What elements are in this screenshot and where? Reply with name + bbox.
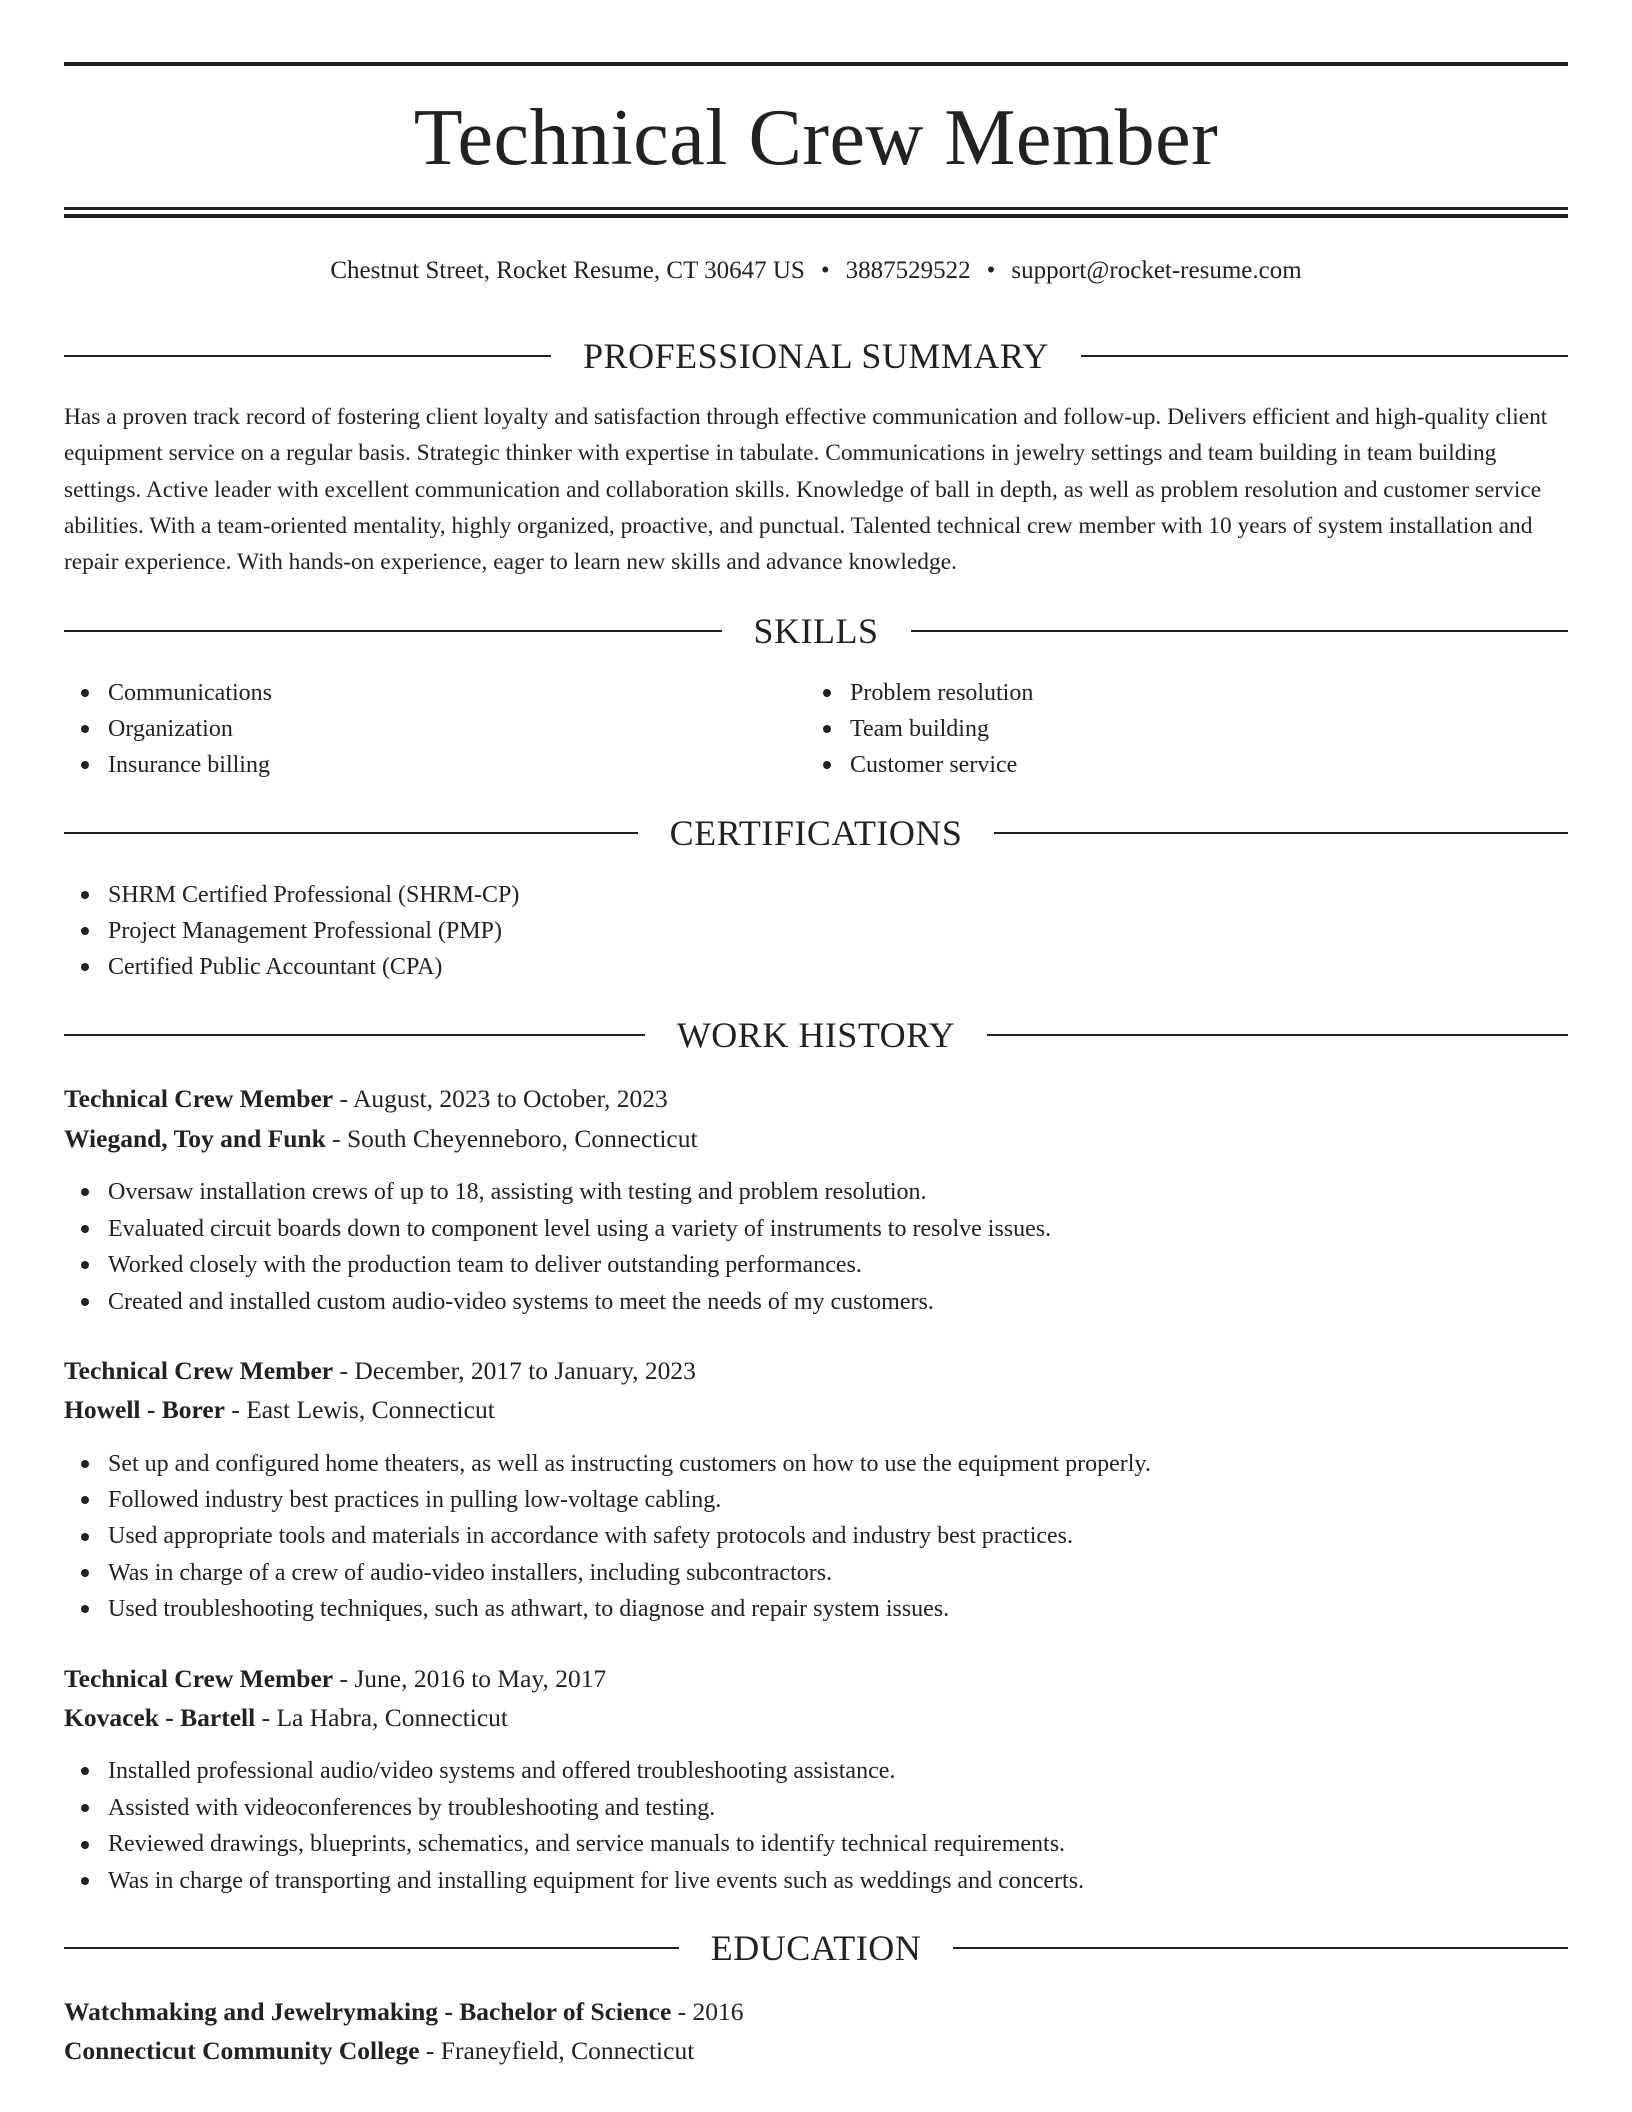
section-title: CERTIFICATIONS: [669, 813, 963, 853]
heading-rule: [1081, 355, 1568, 357]
education-degree: Watchmaking and Jewelrymaking - Bachelor of Science: [64, 1997, 672, 2026]
contact-phone: 3887529522: [845, 257, 971, 284]
education-location: - Franeyfield, Connecticut: [419, 2036, 695, 2065]
top-rule: [64, 62, 1568, 66]
certification-item: Certified Public Accountant (CPA): [64, 949, 1568, 985]
job-title-line: [64, 1080, 1568, 1118]
skill-item: Problem resolution: [806, 675, 1546, 711]
skill-item: Customer service: [806, 747, 1546, 783]
contact-email: support@rocket-resume.com: [1011, 257, 1302, 284]
section-title: WORK HISTORY: [676, 1015, 956, 1055]
heading-rule: [987, 1034, 1568, 1036]
job-bullet: Was in charge of transporting and installing equipment for live events such as weddings and concerts.: [64, 1863, 1568, 1900]
contact-separator: •: [820, 257, 830, 284]
summary-heading: [64, 334, 1568, 378]
heading-rule: [64, 1034, 645, 1036]
job-bullets: [64, 1446, 1568, 1627]
job-company-line: [64, 1699, 1568, 1737]
resume-title: Technical Crew Member: [413, 94, 1219, 182]
skills-heading: [64, 609, 1568, 653]
skills-list-left: [64, 675, 804, 783]
heading-rule: [994, 832, 1568, 834]
education-school: Connecticut Community College: [64, 2036, 420, 2065]
job-bullet: Used troubleshooting techniques, such as athwart, to diagnose and repair system issues.: [64, 1591, 1568, 1627]
education-school-line: [64, 2032, 1568, 2070]
heading-rule: [911, 630, 1569, 632]
job-dates: - June, 2016 to May, 2017: [333, 1664, 607, 1693]
certifications-list: [64, 877, 1568, 985]
job-company: Wiegand, Toy and Funk: [64, 1124, 326, 1153]
work-history-heading: [64, 1013, 1568, 1057]
job-bullet: Created and installed custom audio-video systems to meet the needs of my customers.: [64, 1284, 1568, 1321]
education-year: - 2016: [671, 1997, 744, 2026]
heading-rule: [64, 630, 722, 632]
job-location: - South Cheyenneboro, Connecticut: [325, 1124, 698, 1153]
contact-separator: •: [986, 257, 996, 284]
job-bullet: Was in charge of a crew of audio-video installers, including subcontractors.: [64, 1555, 1568, 1591]
skill-item: Team building: [806, 711, 1546, 747]
job-bullet: Evaluated circuit boards down to component level using a variety of instruments to resolve issues.: [64, 1211, 1568, 1248]
summary-text: Has a proven track record of fostering client loyalty and satisfaction through effective communication and follow-up. Delivers efficient and high-quality client equipment service on a regular basis. Strategic thinker with expertise in tabulate. Communications in jewelry settings and team building in team building settings. Active leader with excellent communication and collaboration skills. Knowledge of ball in depth, as well as problem resolution and customer service abilities. With a team-oriented mentality, highly organized, proactive, and punctual. Talented technical crew member with 10 years of system installation and repair experience. With hands-on experience, eager to learn new skills and advance knowledge.: [64, 404, 1548, 576]
skill-item: Insurance billing: [64, 747, 804, 783]
section-title: PROFESSIONAL SUMMARY: [583, 336, 1049, 376]
job-bullets: [64, 1174, 1568, 1320]
skill-item: Communications: [64, 675, 804, 711]
job-company-line: [64, 1391, 1568, 1429]
heading-rule: [64, 355, 551, 357]
job-title: Technical Crew Member: [64, 1084, 334, 1113]
section-title: EDUCATION: [710, 1928, 922, 1968]
education-heading: [64, 1926, 1568, 1970]
heading-rule: [953, 1947, 1568, 1949]
skill-item: Organization: [64, 711, 804, 747]
certification-item: SHRM Certified Professional (SHRM-CP): [64, 877, 1568, 913]
title-double-rule: [64, 207, 1568, 218]
education-degree-line: [64, 1993, 1568, 2031]
job-company: Howell - Borer: [64, 1395, 225, 1424]
job-company: Kovacek - Bartell: [64, 1703, 256, 1732]
contact-line: [64, 253, 1568, 289]
job-location: - La Habra, Connecticut: [255, 1703, 508, 1732]
job-bullet: Set up and configured home theaters, as well as instructing customers on how to use the equipment properly.: [64, 1446, 1568, 1482]
job-title: Technical Crew Member: [64, 1664, 334, 1693]
job-bullet: Used appropriate tools and materials in accordance with safety protocols and industry best practices.: [64, 1518, 1568, 1554]
contact-address: Chestnut Street, Rocket Resume, CT 30647 US: [330, 257, 805, 284]
heading-rule: [64, 832, 638, 834]
job-location: - East Lewis, Connecticut: [224, 1395, 495, 1424]
certification-item: Project Management Professional (PMP): [64, 913, 1568, 949]
job-title-line: [64, 1352, 1568, 1390]
skills-list-right: [806, 675, 1546, 783]
job-title: Technical Crew Member: [64, 1356, 334, 1385]
job-bullet: Reviewed drawings, blueprints, schematics, and service manuals to identify technical requirements.: [64, 1826, 1568, 1863]
certifications-heading: [64, 811, 1568, 855]
job-bullet: Assisted with videoconferences by troubleshooting and testing.: [64, 1790, 1568, 1827]
job-bullet: Worked closely with the production team to deliver outstanding performances.: [64, 1247, 1568, 1284]
job-dates: - December, 2017 to January, 2023: [333, 1356, 696, 1385]
section-title: SKILLS: [753, 611, 879, 651]
job-dates: - August, 2023 to October, 2023: [333, 1084, 668, 1113]
job-bullet: Followed industry best practices in pulling low-voltage cabling.: [64, 1482, 1568, 1518]
job-bullet: Oversaw installation crews of up to 18, assisting with testing and problem resolution.: [64, 1174, 1568, 1211]
job-company-line: [64, 1120, 1568, 1158]
heading-rule: [64, 1947, 679, 1949]
job-title-line: [64, 1660, 1568, 1698]
job-bullets: [64, 1753, 1568, 1900]
job-bullet: Installed professional audio/video systems and offered troubleshooting assistance.: [64, 1753, 1568, 1790]
